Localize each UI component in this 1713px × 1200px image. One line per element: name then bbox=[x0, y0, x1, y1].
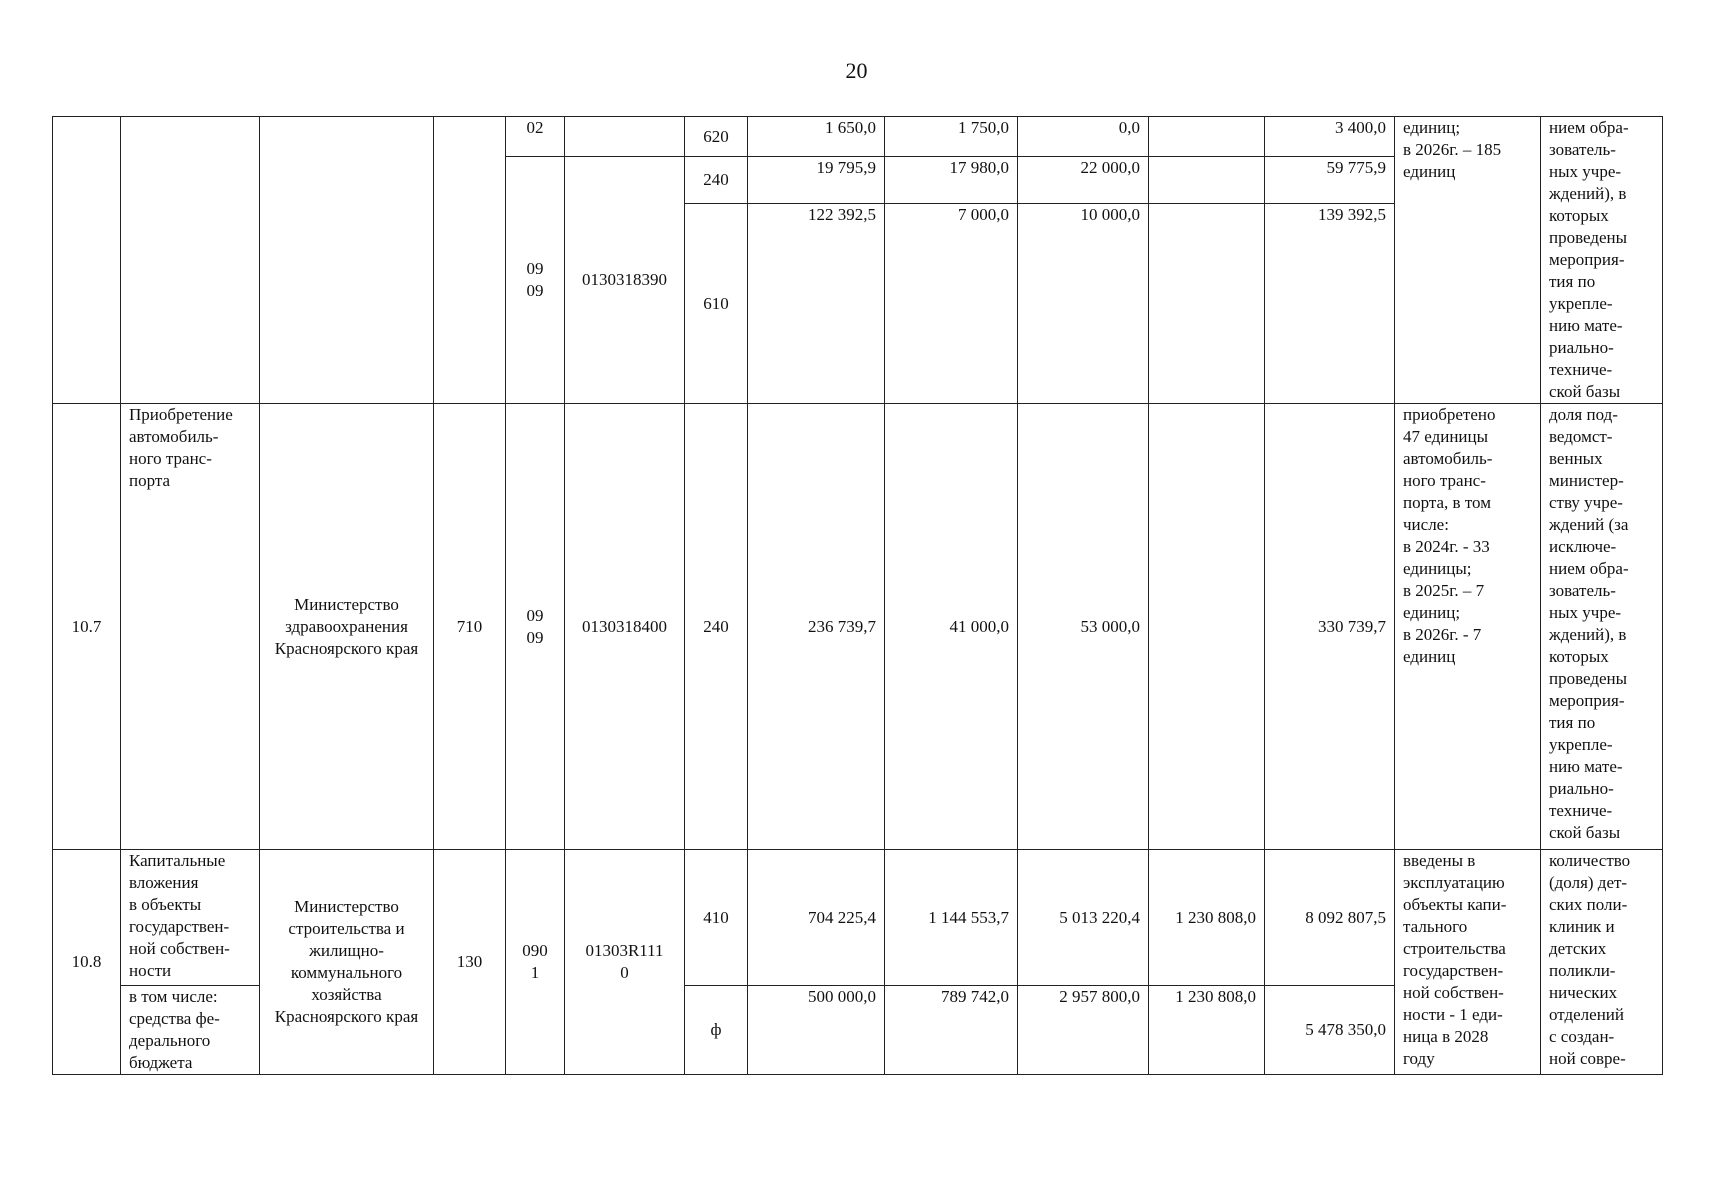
cell-y4 bbox=[1149, 157, 1265, 204]
cell-rz: 09 09 bbox=[506, 404, 565, 850]
cell-y4 bbox=[1149, 204, 1265, 404]
cell-y3: 0,0 bbox=[1018, 117, 1149, 157]
table-row bbox=[53, 117, 1663, 157]
cell-y2: 17 980,0 bbox=[885, 157, 1018, 204]
cell-total: 139 392,5 bbox=[1265, 204, 1395, 404]
cell-vr: 240 bbox=[685, 157, 748, 204]
cell-num: 10.8 bbox=[53, 850, 121, 1075]
cell-y1: 704 225,4 bbox=[748, 850, 885, 986]
cell-num bbox=[53, 117, 121, 404]
cell-vr: 410 bbox=[685, 850, 748, 986]
cell-indicator: доля под- ведомст- венных министер- ству учре- ждений (за исключе- нием обра- зователь- ных учре- ждений), в которых проведены мероприя- тия по укрепле- нию мате- риально- техниче- ской базы bbox=[1541, 404, 1663, 850]
cell-y3: 10 000,0 bbox=[1018, 204, 1149, 404]
cell-y1: 236 739,7 bbox=[748, 404, 885, 850]
cell-result: приобретено 47 единицы автомобиль- ного транс- порта, в том числе: в 2024г. - 33 единицы; в 2025г. – 7 единиц; в 2026г. - 7 единиц bbox=[1395, 404, 1541, 850]
cell-vr: 240 bbox=[685, 404, 748, 850]
cell-y4: 1 230 808,0 bbox=[1149, 850, 1265, 986]
cell-y2: 7 000,0 bbox=[885, 204, 1018, 404]
budget-table bbox=[52, 116, 1663, 1075]
cell-y2: 41 000,0 bbox=[885, 404, 1018, 850]
cell-indicator: количество (доля) дет- ских поли- клиник и детских поликли- нических отделений с создан- ной совре- bbox=[1541, 850, 1663, 1075]
cell-name bbox=[121, 117, 260, 404]
cell-vr: ф bbox=[685, 986, 748, 1075]
cell-vr: 610 bbox=[685, 204, 748, 404]
page-number: 20 bbox=[845, 58, 868, 83]
cell-grbs bbox=[434, 117, 506, 404]
cell-total: 5 478 350,0 bbox=[1265, 986, 1395, 1075]
cell-grbs: 130 bbox=[434, 850, 506, 1075]
cell-y1: 500 000,0 bbox=[748, 986, 885, 1075]
cell-rz: 09 09 bbox=[506, 157, 565, 404]
cell-result: единиц; в 2026г. – 185 единиц bbox=[1395, 117, 1541, 404]
cell-grbs-name: Министерство строительства и жилищно-коммунального хозяйства Красноярского края bbox=[260, 850, 434, 1075]
cell-y1: 19 795,9 bbox=[748, 157, 885, 204]
cell-total: 8 092 807,5 bbox=[1265, 850, 1395, 986]
cell-grbs: 710 bbox=[434, 404, 506, 850]
cell-name: Капитальные вложения в объекты государствен- ной собствен- ности bbox=[121, 850, 260, 986]
cell-csr: 0130318400 bbox=[565, 404, 685, 850]
cell-csr bbox=[565, 117, 685, 157]
cell-rz: 090 1 bbox=[506, 850, 565, 1075]
table-row bbox=[53, 850, 1663, 986]
cell-num: 10.7 bbox=[53, 404, 121, 850]
cell-rz: 02 bbox=[506, 117, 565, 157]
cell-y3: 2 957 800,0 bbox=[1018, 986, 1149, 1075]
cell-grbs-name: Министерство здравоохранения Красноярского края bbox=[260, 404, 434, 850]
cell-name: Приобретение автомобиль- ного транс- порта bbox=[121, 404, 260, 850]
cell-csr: 0130318390 bbox=[565, 157, 685, 404]
cell-y2: 789 742,0 bbox=[885, 986, 1018, 1075]
cell-y4 bbox=[1149, 117, 1265, 157]
cell-y1: 1 650,0 bbox=[748, 117, 885, 157]
cell-y3: 22 000,0 bbox=[1018, 157, 1149, 204]
cell-csr: 01303R111 0 bbox=[565, 850, 685, 1075]
cell-indicator: нием обра- зователь- ных учре- ждений), в которых проведены мероприя- тия по укрепле- нию мате- риально- техниче- ской базы bbox=[1541, 117, 1663, 404]
cell-y2: 1 750,0 bbox=[885, 117, 1018, 157]
cell-total: 59 775,9 bbox=[1265, 157, 1395, 204]
cell-name: в том числе: средства фе- дерального бюджета bbox=[121, 986, 260, 1075]
cell-y2: 1 144 553,7 bbox=[885, 850, 1018, 986]
cell-grbs-name bbox=[260, 117, 434, 404]
cell-y3: 5 013 220,4 bbox=[1018, 850, 1149, 986]
cell-y4: 1 230 808,0 bbox=[1149, 986, 1265, 1075]
cell-vr: 620 bbox=[685, 117, 748, 157]
cell-result: введены в эксплуатацию объекты капи- тального строительства государствен- ной собствен- ности - 1 еди- ница в 2028 году bbox=[1395, 850, 1541, 1075]
table-row bbox=[53, 404, 1663, 850]
cell-y4 bbox=[1149, 404, 1265, 850]
cell-y3: 53 000,0 bbox=[1018, 404, 1149, 850]
cell-total: 3 400,0 bbox=[1265, 117, 1395, 157]
cell-total: 330 739,7 bbox=[1265, 404, 1395, 850]
cell-y1: 122 392,5 bbox=[748, 204, 885, 404]
